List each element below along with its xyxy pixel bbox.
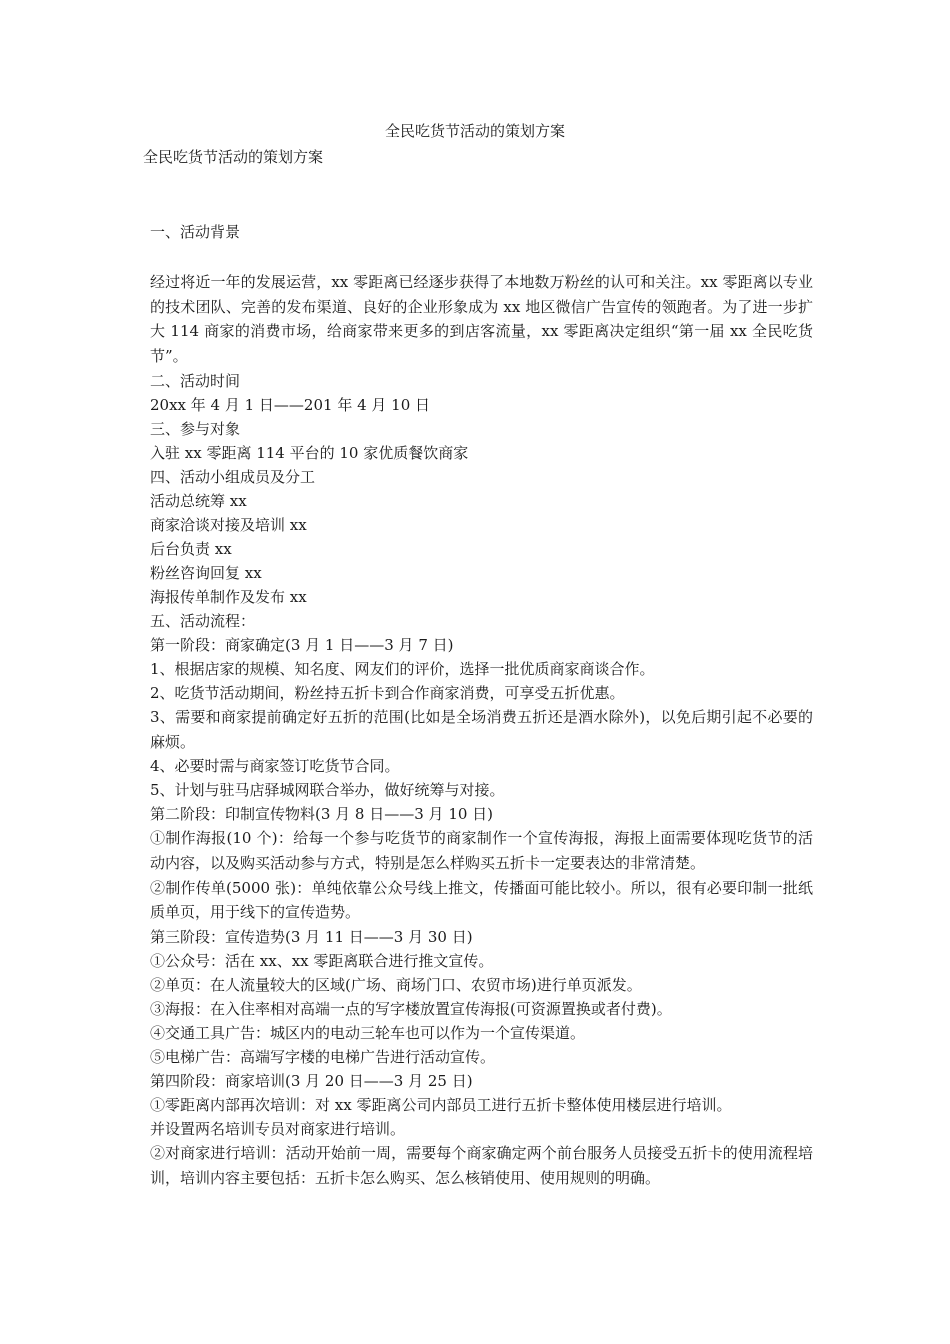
- section-heading-process: 五、活动流程：: [150, 611, 256, 630]
- document-subtitle: 全民吃货节活动的策划方案: [143, 148, 324, 166]
- team-item: 活动总统筹 xx: [150, 491, 247, 510]
- phase-item: ⑤电梯广告：高端写字楼的电梯广告进行活动宣传。: [150, 1048, 496, 1067]
- document-body: [143, 220, 813, 1190]
- section-heading-background: 一、活动背景: [150, 223, 241, 241]
- phase-item: ②单页：在人流量较大的区域(广场、商场门口、农贸市场)进行单页派发。: [150, 976, 642, 995]
- phase-item: 并设置两名培训专员对商家进行培训。: [150, 1120, 406, 1139]
- phase-item: 1、根据店家的规模、知名度、网友们的评价，选择一批优质商家商谈合作。: [150, 659, 655, 678]
- team-item: 粉丝咨询回复 xx: [150, 563, 262, 582]
- phase-item: ③海报：在入住率相对高端一点的写字楼放置宣传海报(可资源置换或者付费)。: [150, 1000, 672, 1019]
- activity-time-text: 20xx 年 4 月 1 日——201 年 4 月 10 日: [150, 395, 431, 414]
- phase-item: 3、需要和商家提前确定好五折的范围(比如是全场消费五折还是酒水除外)，以免后期引起不必要的麻烦。: [150, 707, 813, 751]
- phase-item: ②制作传单(5000 张)：单纯依靠公众号线上推文，传播面可能比较小。所以，很有必要印制一批纸质单页，用于线下的宣传造势。: [150, 878, 813, 922]
- participants-text: 入驻 xx 零距离 114 平台的 10 家优质餐饮商家: [150, 443, 469, 462]
- phase-item: 5、计划与驻马店驿城网联合举办，做好统筹与对接。: [150, 781, 505, 800]
- team-item: 后台负责 xx: [150, 539, 232, 558]
- phase-item: ①零距离内部再次培训：对 xx 零距离公司内部员工进行五折卡整体使用楼层进行培训。: [150, 1096, 732, 1115]
- phase-heading: 第一阶段：商家确定(3 月 1 日——3 月 7 日): [150, 635, 454, 654]
- document-title: 全民吃货节活动的策划方案: [384, 122, 565, 140]
- phase-item: 4、必要时需与商家签订吃货节合同。: [150, 757, 400, 776]
- section-heading-time: 二、活动时间: [150, 371, 241, 390]
- phase-item: ①制作海报(10 个)：给每一个参与吃货节的商家制作一个宣传海报，海报上面需要体现吃货节的活动内容，以及购买活动参与方式，特别是怎么样购买五折卡一定要表达的非常清楚。: [150, 829, 813, 872]
- phase-item: ②对商家进行培训：活动开始前一周，需要每个商家确定两个前台服务人员接受五折卡的使用流程培训，培训内容主要包括：五折卡怎么购买、怎么核销使用、使用规则的明确。: [150, 1144, 813, 1187]
- phase-item: ④交通工具广告：城区内的电动三轮车也可以作为一个宣传渠道。: [150, 1024, 586, 1043]
- paragraph-background: 经过将近一年的发展运营，xx 零距离已经逐步获得了本地数万粉丝的认可和关注。xx 零距离以专业的技术团队、完善的发布渠道、良好的企业形象成为 xx 地区微信广告宣传的领跑者。为了进一步扩大 114 商家的消费市场，给商家带来更多的到店客流量，xx 零距离决定组织“第一届 xx 全民吃货节”。: [150, 273, 813, 366]
- phase-heading: 第二阶段：印制宣传物料(3 月 8 日——3 月 10 日): [150, 805, 494, 824]
- section-heading-participants: 三、参与对象: [150, 419, 241, 438]
- phase-heading: 第三阶段：宣传造势(3 月 11 日——3 月 30 日): [150, 928, 473, 947]
- team-item: 商家洽谈对接及培训 xx: [150, 515, 307, 534]
- team-item: 海报传单制作及发布 xx: [150, 587, 307, 606]
- phase-item: ①公众号：活在 xx、xx 零距离联合进行推文宣传。: [150, 952, 494, 971]
- phase-heading: 第四阶段：商家培训(3 月 20 日——3 月 25 日): [150, 1072, 473, 1091]
- phase-item: 2、吃货节活动期间，粉丝持五折卡到合作商家消费，可享受五折优惠。: [150, 683, 625, 702]
- section-heading-team: 四、活动小组成员及分工: [150, 467, 316, 486]
